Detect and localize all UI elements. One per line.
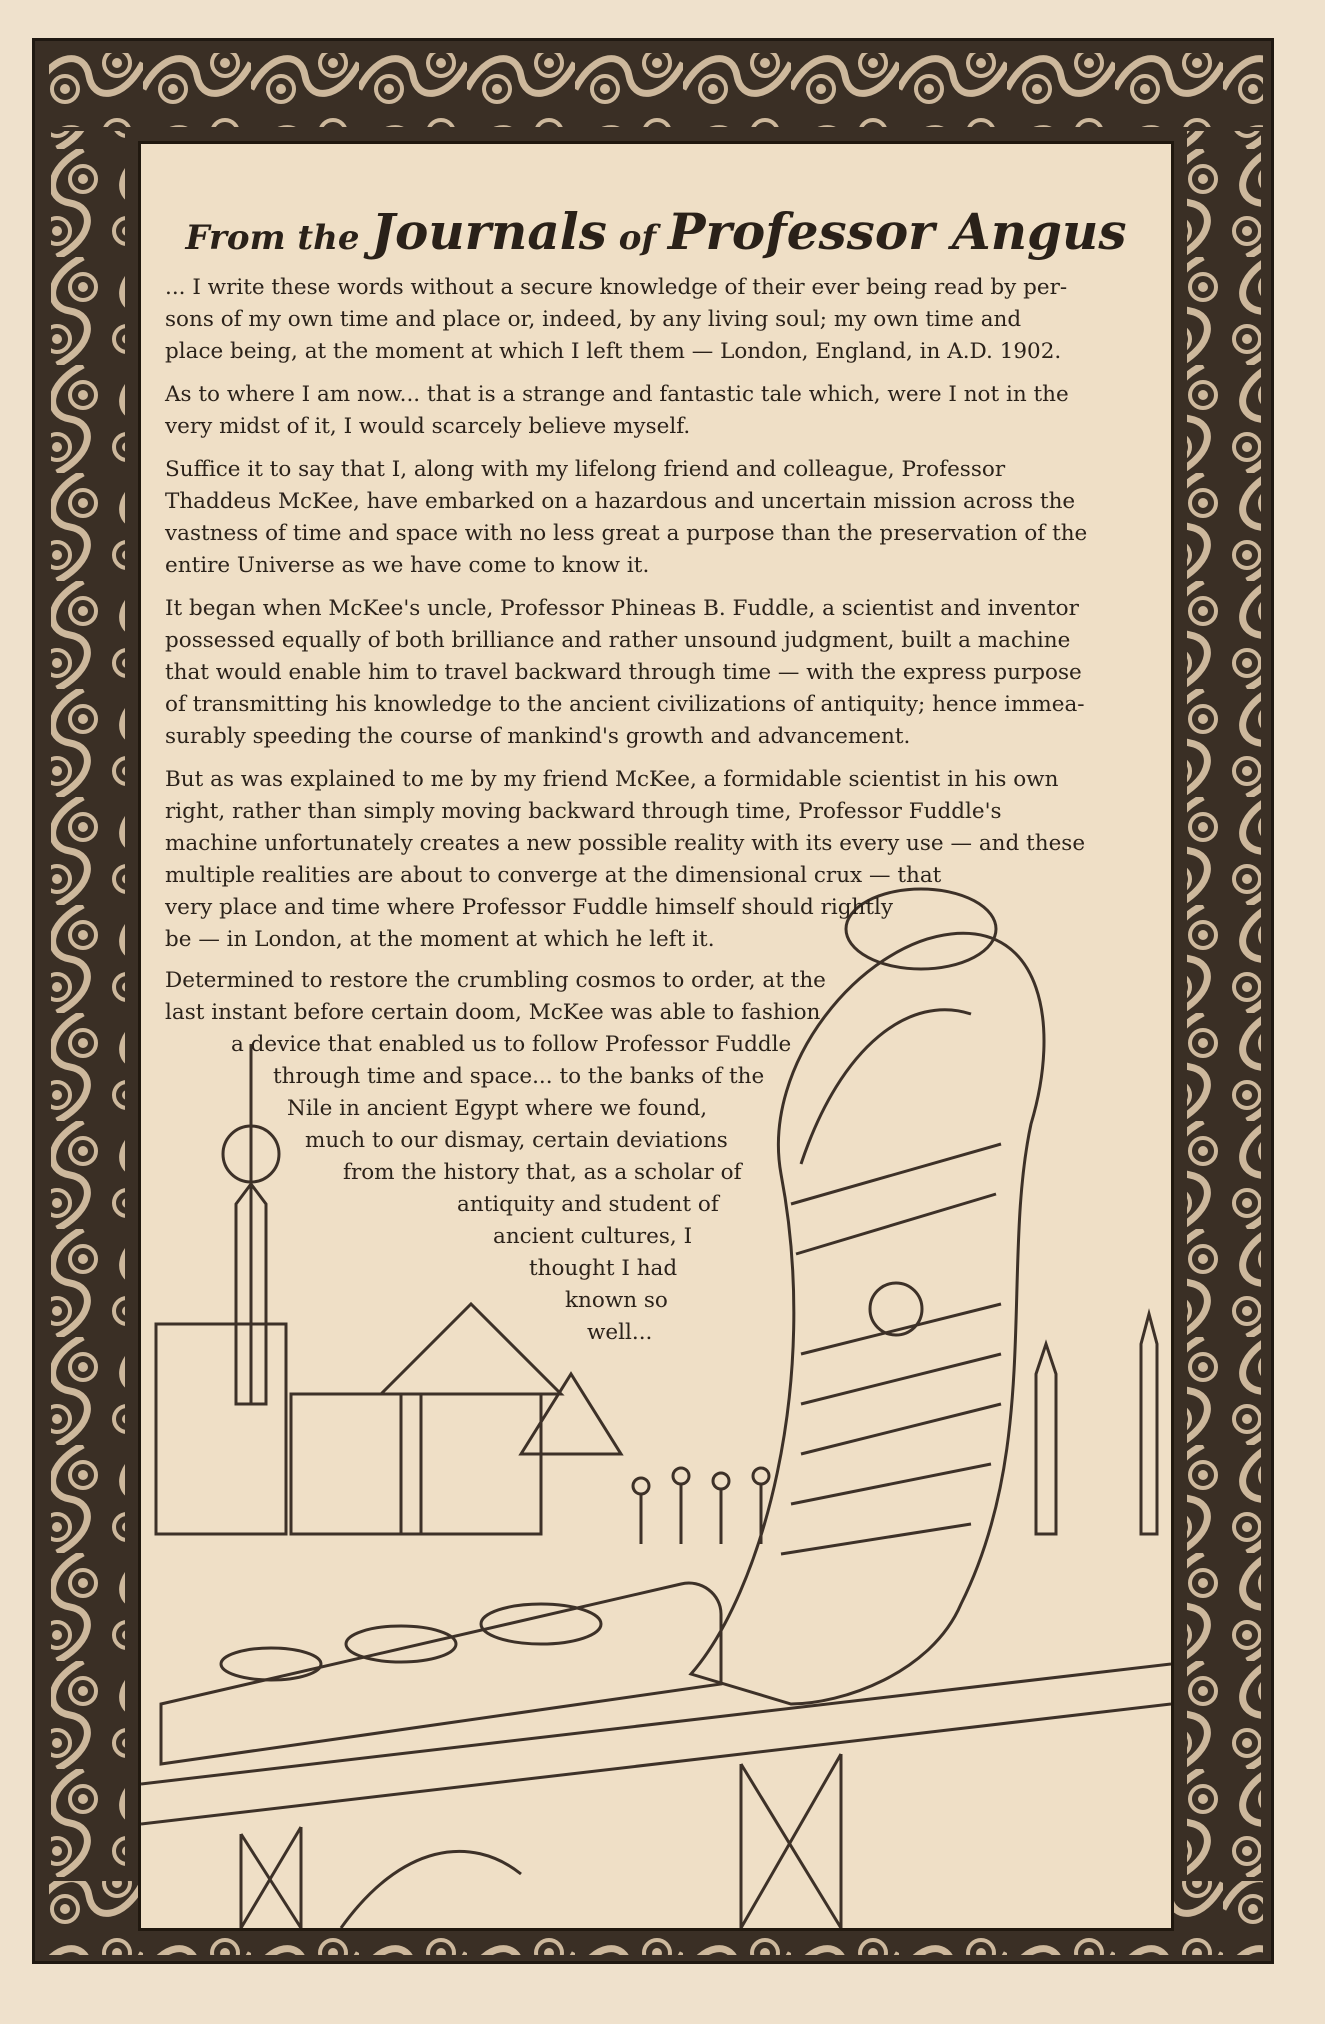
text-line: right, rather than simply moving backward through time, Professor Fuddle's xyxy=(165,799,1002,824)
text-line: possessed equally of both brilliance and rather unsound judgment, built a machine xyxy=(165,628,1071,653)
tail-line: through time and space... to the banks of the xyxy=(273,1064,765,1089)
title-from-the: From the xyxy=(185,218,372,258)
journal-body xyxy=(165,272,1155,967)
text-line: that would enable him to travel backward through time — with the express purpose xyxy=(165,660,1082,685)
text-line: sons of my own time and place or, indeed, by any living soul; my own time and xyxy=(165,307,1022,332)
paragraph-2 xyxy=(165,379,1155,443)
text-line: be — in London, at the moment at which he left it. xyxy=(165,927,715,952)
tail-line: ancient cultures, I xyxy=(493,1224,693,1249)
tail-line: much to our dismay, certain deviations xyxy=(305,1128,728,1153)
text-line: surably speeding the course of mankind's growth and advancement. xyxy=(165,724,911,749)
tail-line: Nile in ancient Egypt where we found, xyxy=(287,1096,708,1121)
page-title xyxy=(141,202,1171,261)
title-journals: Journals xyxy=(371,202,607,261)
text-line: place being, at the moment at which I left them — London, England, in A.D. 1902. xyxy=(165,339,1062,364)
text-line: Thaddeus McKee, have embarked on a hazardous and uncertain mission across the xyxy=(165,489,1076,514)
text-line: multiple realities are about to converge at the dimensional crux — that xyxy=(165,863,942,888)
parchment-panel xyxy=(138,141,1174,1931)
text-line: very midst of it, I would scarcely believe myself. xyxy=(165,414,691,439)
text-line: ... I write these words without a secure knowledge of their ever being read by per- xyxy=(165,275,1068,300)
tail-line: well... xyxy=(587,1320,653,1345)
text-line: Suffice it to say that I, along with my lifelong friend and colleague, Professor xyxy=(165,457,1006,482)
text-line: vastness of time and space with no less great a purpose than the preservation of the xyxy=(165,521,1088,546)
text-line: As to where I am now... that is a strange and fantastic tale which, were I not in the xyxy=(165,382,1069,407)
tail-line: from the history that, as a scholar of xyxy=(343,1160,742,1185)
tail-line: thought I had xyxy=(529,1256,678,1281)
text-line: But as was explained to me by my friend McKee, a formidable scientist in his own xyxy=(165,767,1059,792)
title-professor-angus: Professor Angus xyxy=(667,202,1127,261)
tail-line: antiquity and student of xyxy=(457,1192,719,1217)
tail-line: Determined to restore the crumbling cosmos to order, at the xyxy=(165,968,826,993)
tail-line: last instant before certain doom, McKee was able to fashion xyxy=(165,1000,821,1025)
tail-line: a device that enabled us to follow Professor Fuddle xyxy=(231,1032,792,1057)
text-line: machine unfortunately creates a new possible reality with its every use — and these xyxy=(165,831,1086,856)
paragraph-4 xyxy=(165,593,1155,753)
paragraph-5 xyxy=(165,764,1155,956)
text-line: very place and time where Professor Fuddle himself should rightly xyxy=(165,895,894,920)
tail-line: known so xyxy=(565,1288,668,1313)
paragraph-3 xyxy=(165,454,1155,582)
title-of: of xyxy=(606,218,668,258)
text-line: of transmitting his knowledge to the ancient civilizations of antiquity; hence immea- xyxy=(165,692,1085,717)
text-line: It began when McKee's uncle, Professor Phineas B. Fuddle, a scientist and inventor xyxy=(165,596,1079,621)
text-line: entire Universe as we have come to know it. xyxy=(165,553,650,578)
paragraph-1 xyxy=(165,272,1155,368)
ornamental-frame xyxy=(32,38,1274,1964)
